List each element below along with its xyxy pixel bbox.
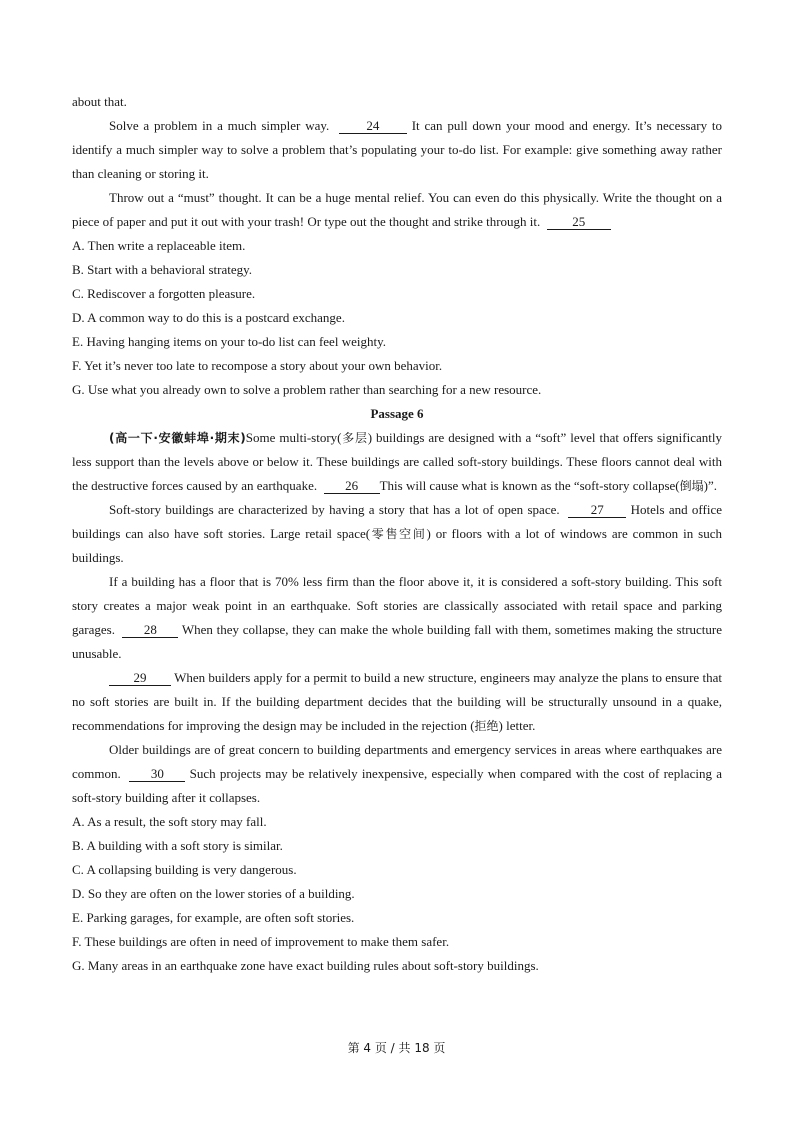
passage6-option: D. So they are often on the lower stories of a building. <box>72 886 355 901</box>
blank-27[interactable]: 27 <box>568 502 626 518</box>
blank-30[interactable]: 30 <box>129 766 185 782</box>
passage6-option: A. As a result, the soft story may fall. <box>72 814 267 829</box>
passage5-options <box>72 234 722 402</box>
passage6-option: B. A building with a soft story is similar. <box>72 838 283 853</box>
passage5-option: C. Rediscover a forgotten pleasure. <box>72 286 256 301</box>
passage6-paragraph-4: 29 When builders apply for a permit to build a new structure, engineers may analyze the plans to ensure that no soft stories are built in. If the building department decides that the building will be structurally unsound in a quake, recommendations for improving the design may be included in the rejection (拒绝) letter. <box>72 670 722 733</box>
passage5-option: G. Use what you already own to solve a problem rather than searching for a new resource. <box>72 382 542 397</box>
passage6-paragraph-5: Older buildings are of great concern to building departments and emergency services in areas where earthquakes are common. 30 Such projects may be relatively inexpensive, especially when compared with the cost of replacing a soft-story building after it collapses. <box>72 742 723 805</box>
passage6-options <box>72 810 722 978</box>
passage6-title: Passage 6 <box>370 406 424 421</box>
page-footer: 第 4 页 / 共 18 页 <box>347 1041 446 1055</box>
passage6-option: C. A collapsing building is very dangerous. <box>72 862 297 877</box>
passage6-paragraph-1: (高一下·安徽蚌埠·期末)Some multi-story(多层) buildings are designed with a “soft” level that offers significantly less support than the levels above or below it. These buildings are called soft-story buildings. These floors cannot deal with the destructive forces caused by an earthquake. 26 This will cause what is known as the “soft-story collapse(倒塌)”. <box>72 430 722 493</box>
passage5-option: E. Having hanging items on your to-do list can feel weighty. <box>72 334 386 349</box>
blank-29[interactable]: 29 <box>109 670 171 686</box>
passage6-option: F. These buildings are often in need of improvement to make them safer. <box>72 934 450 949</box>
blank-28[interactable]: 28 <box>122 622 178 638</box>
passage5-option: F. Yet it’s never too late to recompose a story about your own behavior. <box>72 358 443 373</box>
blank-24[interactable]: 24 <box>339 118 407 134</box>
passage6-option: G. Many areas in an earthquake zone have exact building rules about soft-story buildings. <box>72 958 539 973</box>
passage5-option: A. Then write a replaceable item. <box>72 238 246 253</box>
passage5-paragraph-2: Throw out a “must” thought. It can be a huge mental relief. You can even do this physically. Write the thought on a piece of paper and put it out with your trash! Or type out the thought and strike through it. 25 <box>72 190 722 229</box>
passage5-paragraph-1: Solve a problem in a much simpler way. 24 It can pull down your mood and energy. It’s necessary to identify a much simpler way to solve a problem that’s populating your to-do list. For example: give something away rather than cleaning or storing it. <box>72 118 722 181</box>
passage6-source: (高一下·安徽蚌埠·期末) <box>109 431 246 445</box>
passage5-continuation: about that. <box>72 94 127 109</box>
blank-25[interactable]: 25 <box>547 214 611 230</box>
passage6-option: E. Parking garages, for example, are often soft stories. <box>72 910 355 925</box>
passage6-paragraph-2: Soft-story buildings are characterized by having a story that has a lot of open space. 27 Hotels and office buildings can also have soft stories. Large retail space(零售空间) or floors with a lot of windows are common in such buildings. <box>72 502 722 565</box>
passage5-option: B. Start with a behavioral strategy. <box>72 262 253 277</box>
passage6-paragraph-3: If a building has a floor that is 70% less firm than the floor above it, it is considered a soft-story building. This soft story creates a major weak point in an earthquake. Soft stories are classically associated with retail space and parking garages. 28 When they collapse, they can make the whole building fall with them, sometimes making the structure unusable. <box>72 574 723 661</box>
document-page <box>72 90 722 978</box>
blank-26[interactable]: 26 <box>324 478 380 494</box>
passage5-option: D. A common way to do this is a postcard exchange. <box>72 310 345 325</box>
